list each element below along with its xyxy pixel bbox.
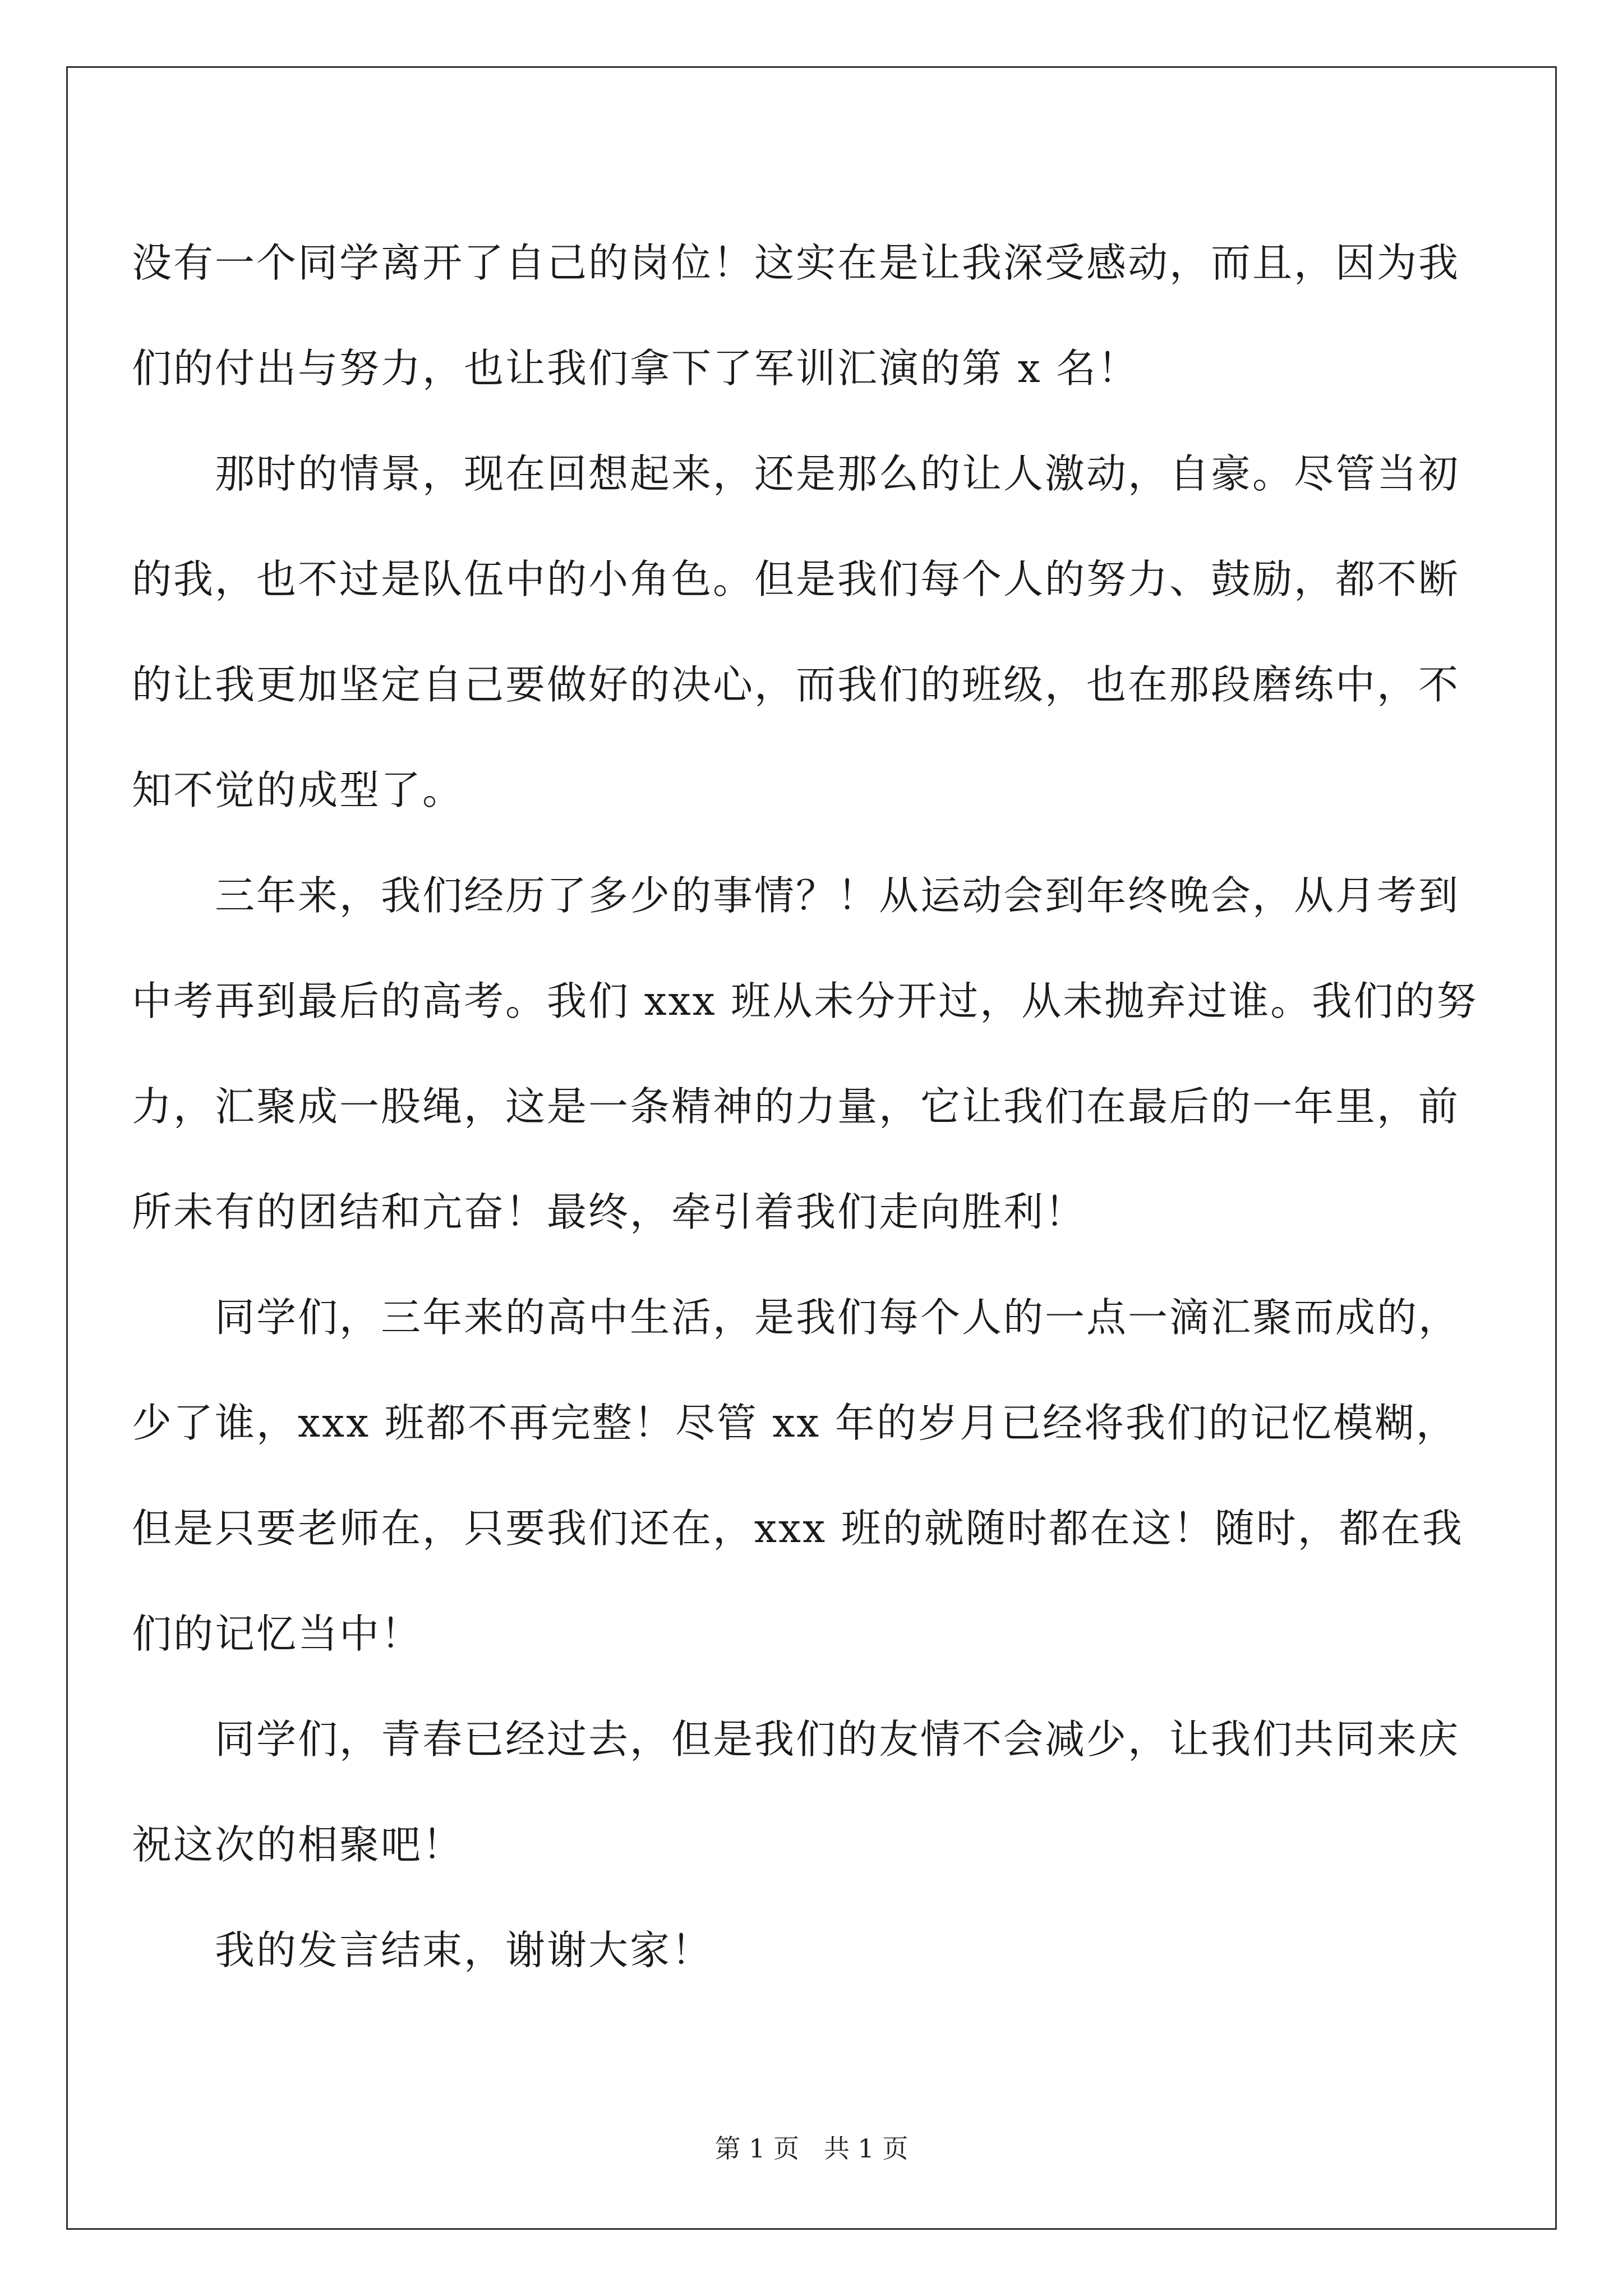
paragraph-5: 同学们，青春已经过去，但是我们的友情不会减少，让我们共同来庆祝这次的相聚吧！ [132,1716,1460,1868]
paragraph-6: 我的发言结束，谢谢大家！ [215,1927,713,1973]
total-pages: 共 1 页 [823,2133,909,2164]
paragraph-3: 三年来，我们经历了多少的事情？！从运动会到年终晚会，从月考到中考再到最后的高考。我们 xxx 班从未分开过，从未抛弃过谁。我们的努力，汇聚成一股绳，这是一条精神的力量，它让我们在最后的一年里，前所未有的团结和亢奋！最终，牵引着我们走向胜利！ [132,872,1478,1235]
page-footer [0,2132,1623,2165]
paragraph-4: 同学们，三年来的高中生活，是我们每个人的一点一滴汇聚而成的，少了谁，xxx 班都不再完整！尽管 xx 年的岁月已经将我们的记忆模糊，但是只要老师在，只要我们还在，xxx 班的就随时都在这！随时，都在我们的记忆当中！ [132,1294,1464,1657]
document-body [132,210,1489,2003]
paragraph-2: 那时的情景，现在回想起来，还是那么的让人激动，自豪。尽管当初的我，也不过是队伍中的小角色。但是我们每个人的努力、鼓励，都不断的让我更加坚定自己要做好的决心，而我们的班级，也在那段磨练中，不知不觉的成型了。 [132,450,1460,813]
page-number: 第 1 页 [714,2133,800,2164]
paragraph-1: 没有一个同学离开了自己的岗位！这实在是让我深受感动，而且，因为我们的付出与努力，也让我们拿下了军训汇演的第 x 名！ [132,240,1460,392]
